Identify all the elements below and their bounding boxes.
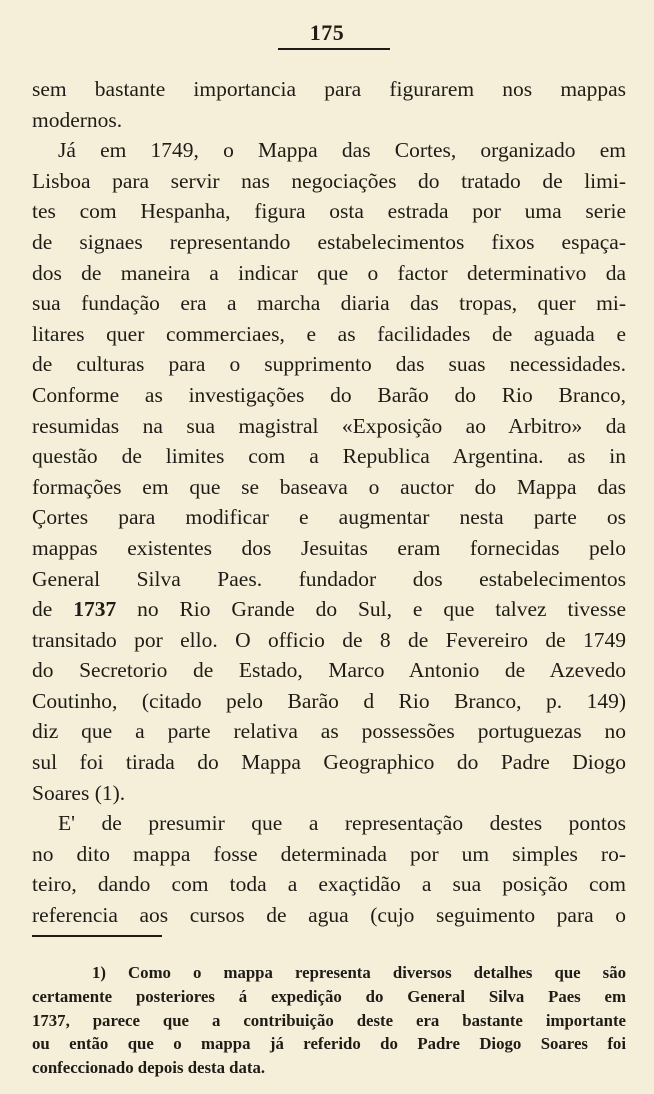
text-line: tes com Hespanha, figura osta estrada por uma serie	[32, 199, 626, 224]
text-line: do Secretorio de Estado, Marco Antonio de Azevedo	[32, 658, 626, 683]
text-line: litares quer commerciaes, e as facilidades de aguada e	[32, 321, 626, 346]
text-line: diz que a parte relativa as possessões portuguezas no	[32, 719, 626, 744]
text-line: Soares (1).	[32, 780, 126, 805]
text-line: no dito mappa fosse determinada por um simples ro-	[32, 841, 626, 866]
header-rule	[278, 48, 390, 50]
text-line: questão de limites com a Republica Argentina. as in	[32, 444, 626, 469]
text-line: referencia aos cursos de agua (cujo seguimento para o	[32, 903, 626, 928]
text-line: dos de maneira a indicar que o factor determinativo da	[32, 260, 626, 285]
footnote-line: 1) Como o mappa representa diversos detalhes que são	[92, 963, 626, 982]
text-line: modernos.	[32, 107, 123, 132]
footnote-line: certamente posteriores á expedição do General Silva Paes em	[32, 986, 626, 1006]
footnote-rule	[32, 935, 162, 937]
text-line: mappas existentes dos Jesuitas eram fornecidas pelo	[32, 535, 626, 560]
text-line: de culturas para o supprimento das suas necessidades.	[32, 352, 626, 377]
text-line: General Silva Paes. fundador dos estabelecimentos	[32, 566, 626, 591]
page-number: 175	[309, 20, 345, 45]
footnote-line: confeccionado depois desta data.	[32, 1058, 266, 1078]
footnote-line: 1737, parece que a contribuição deste era bastante importante	[32, 1010, 626, 1030]
text-line: resumidas na sua magistral «Exposição ao Arbitro» da	[32, 413, 626, 438]
text-line: Já em 1749, o Mappa das Cortes, organizado em	[58, 138, 626, 163]
bold-year: 1737	[73, 597, 117, 622]
footnote-line: ou então que o mappa já referido do Padre Diogo Soares foi	[32, 1034, 626, 1054]
text-line: Lisboa para servir nas negociações do tratado de limi-	[32, 168, 626, 193]
text-line: teiro, dando com toda a exaçtidão a sua posição com	[32, 872, 626, 897]
text-line: sua fundação era a marcha diaria das tropas, quer mi-	[32, 291, 626, 316]
text-line: sem bastante importancia para figurarem nos mappas	[32, 77, 626, 101]
text-line: de signaes representando estabelecimentos fixos espaça-	[32, 229, 626, 254]
text-line: Conforme as investigações do Barão do Rio Branco,	[32, 382, 626, 407]
text-line: sul foi tirada do Mappa Geographico do Padre Diogo	[32, 750, 626, 775]
footnotes	[32, 961, 626, 1080]
text-line	[32, 594, 626, 625]
text-line-rest: no Rio Grande do Sul, e que talvez tivesse	[137, 597, 626, 622]
text-line: E' de presumir que a representação destes pontos	[58, 811, 626, 836]
text-line: Çortes para modificar e augmentar nesta parte os	[32, 505, 626, 530]
text-line: transitado por ello. O officio de 8 de Fevereiro de 1749	[32, 627, 626, 652]
body-text	[32, 74, 626, 931]
text-line-prefix: de	[32, 597, 53, 622]
text-line: Coutinho, (citado pelo Barão d Rio Branco, p. 149)	[32, 688, 626, 713]
text-line: formações em que se baseava o auctor do Mappa das	[32, 474, 626, 499]
